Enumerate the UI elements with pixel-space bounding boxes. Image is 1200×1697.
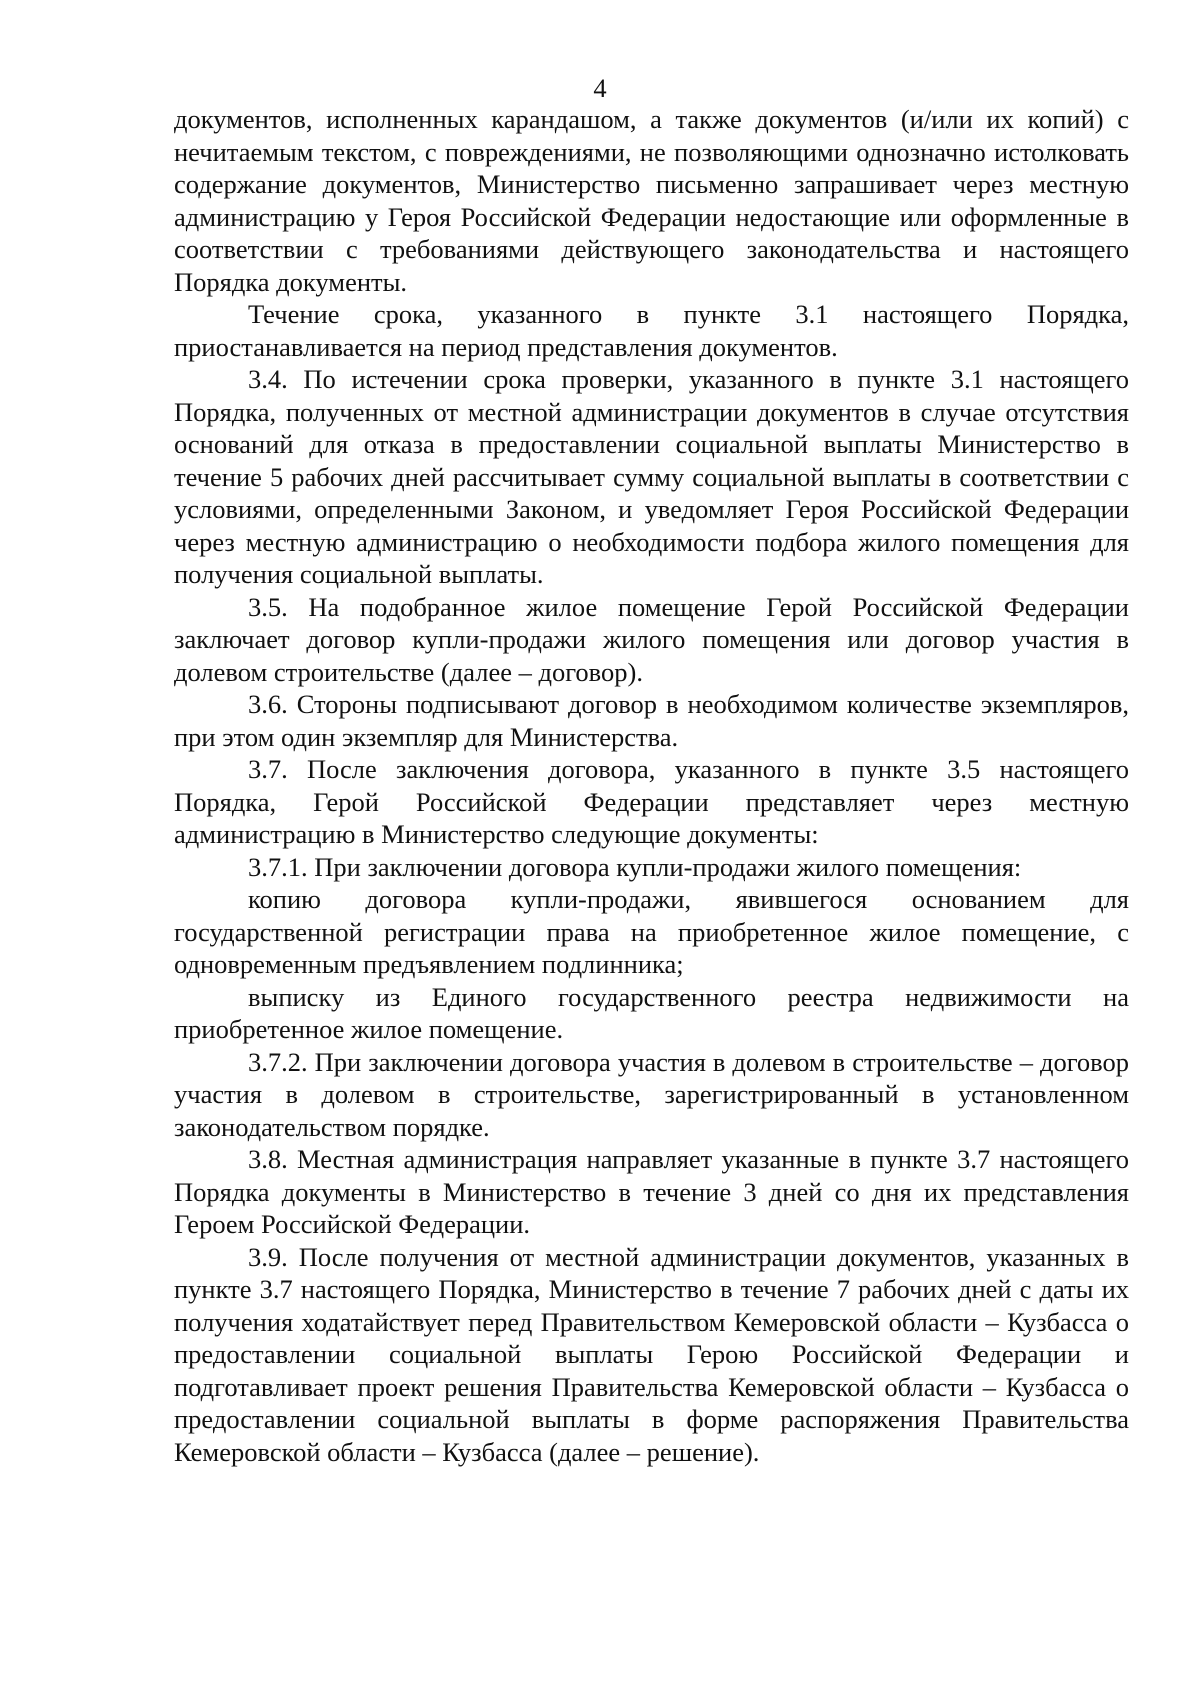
paragraph-3-7-1: 3.7.1. При заключении договора купли-продажи жилого помещения:: [248, 851, 1022, 882]
paragraph-contract-copy: копию договора купли-продажи, явившегося основанием для государственной регистрации права на приобретенное жилое помещение, с одновременным предъявлением подлинника;: [174, 884, 1129, 979]
page-number: 4: [593, 73, 607, 103]
paragraph-term-suspension: Течение срока, указанного в пункте 3.1 настоящего Порядка, приостанавливается на период представления документов.: [174, 299, 1129, 362]
body-text: [174, 103, 1129, 1468]
paragraph-3-7-2: 3.7.2. При заключении договора участия в долевом в строительстве – договор участия в долевом в строительстве, зарегистрированный в установленном законодательством порядке.: [174, 1046, 1129, 1142]
paragraph-3-7: 3.7. После заключения договора, указанного в пункте 3.5 настоящего Порядка, Герой Российской Федерации представляет через местную администрацию в Министерство следующие документы:: [174, 754, 1129, 849]
paragraph-3-6: 3.6. Стороны подписывают договор в необходимом количестве экземпляров, при этом один экземпляр для Министерства.: [174, 689, 1129, 752]
paragraph-3-5: 3.5. На подобранное жилое помещение Герой Российской Федерации заключает договор купли-продажи жилого помещения или договор участия в долевом строительстве (далее – договор).: [174, 591, 1129, 687]
paragraph-3-8: 3.8. Местная администрация направляет указанные в пункте 3.7 настоящего Порядка документы в Министерство в течение 3 дней со дня их представления Героем Российской Федерации.: [174, 1144, 1129, 1239]
paragraph-registry-extract: выписку из Единого государственного реестра недвижимости на приобретенное жилое помещение.: [174, 981, 1129, 1044]
paragraph-3-9: 3.9. После получения от местной администрации документов, указанных в пункте 3.7 настоящего Порядка, Министерство в течение 7 рабочих дней с даты их получения ходатайствует перед Правительством Кемеровской области – Кузбасса о предоставлении социальной выплаты Герою Российской Федерации и подготавливает проект решения Правительства Кемеровской области – Кузбасса о предоставлении социальной выплаты в форме распоряжения Правительства Кемеровской области – Кузбасса (далее – решение).: [174, 1241, 1129, 1467]
paragraph-3-4: 3.4. По истечении срока проверки, указанного в пункте 3.1 настоящего Порядка, полученных от местной администрации документов в случае отсутствия оснований для отказа в предоставлении социальной выплаты Министерство в течение 5 рабочих дней рассчитывает сумму социальной выплаты в соответствии с условиями, определенными Законом, и уведомляет Героя Российской Федерации через местную администрацию о необходимости подбора жилого помещения для получения социальной выплаты.: [174, 364, 1129, 589]
paragraph-continuation: документов, исполненных карандашом, а также документов (и/или их копий) с нечитаемым текстом, с повреждениями, не позволяющими однозначно истолковать содержание документов, Министерство письменно запрашивает через местную администрацию у Героя Российской Федерации недостающие или оформленные в соответствии с требованиями действующего законодательства и настоящего Порядка документы.: [174, 104, 1129, 297]
